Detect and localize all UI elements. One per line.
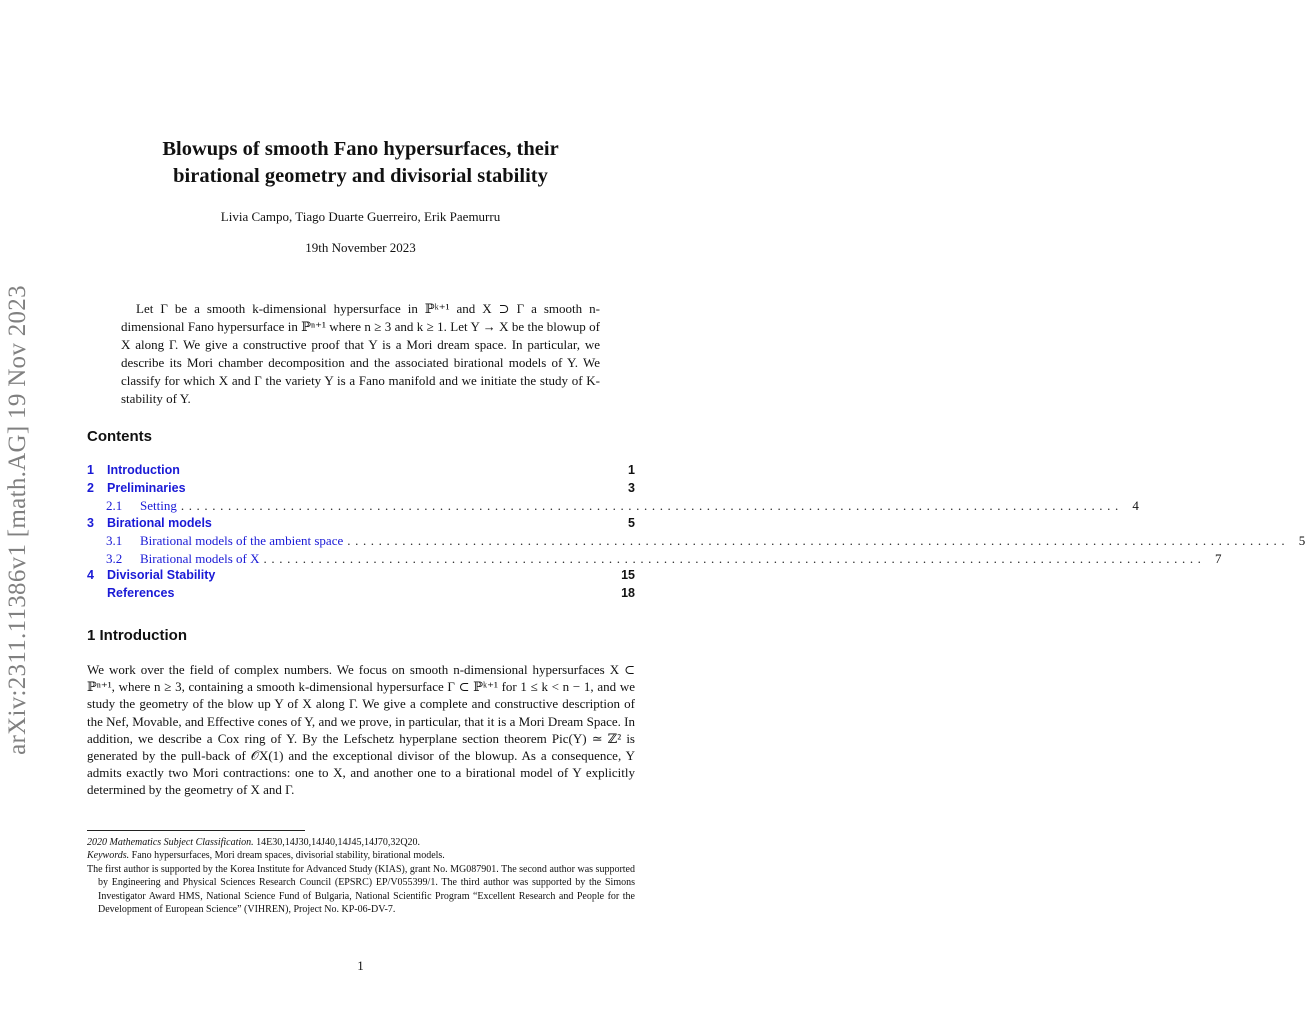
publication-date: 19th November 2023	[305, 240, 416, 255]
title-line-2: birational geometry and divisorial stability	[173, 165, 548, 187]
toc-entry[interactable]	[87, 533, 1305, 551]
page-number: 1	[357, 958, 364, 973]
toc-entry[interactable]	[87, 568, 635, 586]
footnote-funding: The first author is supported by the Korea Institute for Advanced Study (KIAS), grant No. MG087901. The second author was supported by Engineering and Physical Sciences Research Council (EPSRC) EP/V055399/1. The third author was supported by the Simons Investigator Award HMS, National Science Fund of Bulgaria, National Scientific Program “Excellent Research and People for the Development of European Science” (VIHREN), Project No. KP-06-DV-7.	[87, 863, 635, 916]
toc-entry-page: 4	[1132, 498, 1139, 513]
toc-leader: ........................................................................................................................	[180, 498, 1123, 513]
toc-entry[interactable]	[87, 498, 1139, 516]
footnote-divider	[87, 830, 305, 831]
toc-entry-page: 7	[1215, 550, 1222, 566]
toc-entry-link[interactable]: Introduction	[107, 463, 180, 477]
toc-entry-link[interactable]: Setting	[140, 498, 177, 513]
toc-entry-page: 18	[621, 585, 635, 600]
toc-entry-link[interactable]: Birational models of the ambient space	[140, 533, 344, 548]
footnotes	[87, 836, 635, 916]
toc-entry-number: 1	[87, 463, 94, 477]
toc-leader: ........................................................................................................................	[347, 533, 1290, 548]
footnote-keywords	[87, 849, 635, 862]
toc-entry-link[interactable]: Preliminaries	[107, 480, 186, 495]
toc-entry-number: 2.1	[106, 498, 123, 513]
abstract: Let Γ be a smooth k-dimensional hypersurface in ℙᵏ⁺¹ and X ⊃ Γ a smooth n-dimensional Fano hypersurface in ℙⁿ⁺¹ where n ≥ 3 and k ≥ 1. Let Y → X be the blowup of X along Γ. We give a constructive proof that Y is a Mori dream space. In particular, we describe its Mori chamber decomposition and the associated birational models of Y. We classify for which X and Γ the variety Y is a Fano manifold and we initiate the study of K-stability of Y.	[121, 301, 600, 406]
toc-leader: ........................................................................................................................	[263, 550, 1206, 566]
toc-entry-link[interactable]: Birational models	[107, 515, 212, 530]
footnote-msc	[87, 836, 635, 849]
toc-entry[interactable]	[87, 550, 1222, 569]
msc-codes: 14E30,14J30,14J40,14J45,14J70,32Q20.	[253, 837, 421, 848]
toc-entry-number: 3.1	[106, 533, 123, 548]
toc-entry-page: 5	[1298, 533, 1305, 548]
author-list: Livia Campo, Tiago Duarte Guerreiro, Erik Paemurru	[220, 209, 501, 224]
toc-entry-page: 5	[628, 515, 635, 530]
toc-entry-number: 3	[87, 515, 94, 530]
toc-entry-number: 2	[87, 480, 94, 495]
toc-entry[interactable]	[87, 586, 635, 604]
toc-entry[interactable]	[87, 463, 635, 481]
toc-entry-number: 3.2	[106, 550, 123, 566]
keywords-value: Fano hypersurfaces, Mori dream spaces, divisorial stability, birational models.	[129, 850, 445, 862]
arxiv-identifier-stamp: arXiv:2311.11386v1 [math.AG] 19 Nov 2023	[4, 285, 31, 755]
paper-title	[100, 136, 621, 190]
contents-heading: Contents	[87, 428, 152, 445]
introduction-paragraph: We work over the field of complex numbers. We focus on smooth n-dimensional hypersurfaces X ⊂ ℙⁿ⁺¹, where n ≥ 3, containing a smooth k-dimensional hypersurface Γ ⊂ ℙᵏ⁺¹ for 1 ≤ k < n − 1, and we study the geometry of the blow up Y of X along Γ. We give a complete and constructive description of the Nef, Movable, and Effective cones of Y, and we prove, in particular, that it is a Mori Dream Space. In addition, we describe a Cox ring of Y. By the Lefschetz hyperplane section theorem Pic(Y) ≃ ℤ² is generated by the pull-back of 𝒪X(1) and the exceptional divisor of the blowup. As a consequence, Y admits exactly two Mori contractions: one to X, and another one to a birational model of Y explicitly determined by the geometry of X and Γ.	[87, 662, 635, 798]
title-line-1: Blowups of smooth Fano hypersurfaces, their	[162, 138, 559, 160]
toc-entry-page: 15	[621, 568, 635, 582]
table-of-contents	[87, 463, 1305, 603]
keywords-label: Keywords.	[87, 850, 130, 862]
toc-entry-link[interactable]: References	[107, 585, 175, 600]
toc-entry-number: 4	[87, 568, 94, 582]
toc-entry-link[interactable]: Divisorial Stability	[107, 568, 216, 582]
toc-entry[interactable]	[87, 516, 635, 534]
toc-entry-page: 1	[628, 463, 635, 477]
msc-label: 2020 Mathematics Subject Classification.	[87, 837, 254, 848]
section-heading-introduction: 1 Introduction	[87, 627, 187, 644]
toc-entry-link[interactable]: Birational models of X	[140, 550, 260, 566]
toc-entry-page: 3	[628, 480, 635, 495]
toc-entry[interactable]	[87, 481, 635, 499]
